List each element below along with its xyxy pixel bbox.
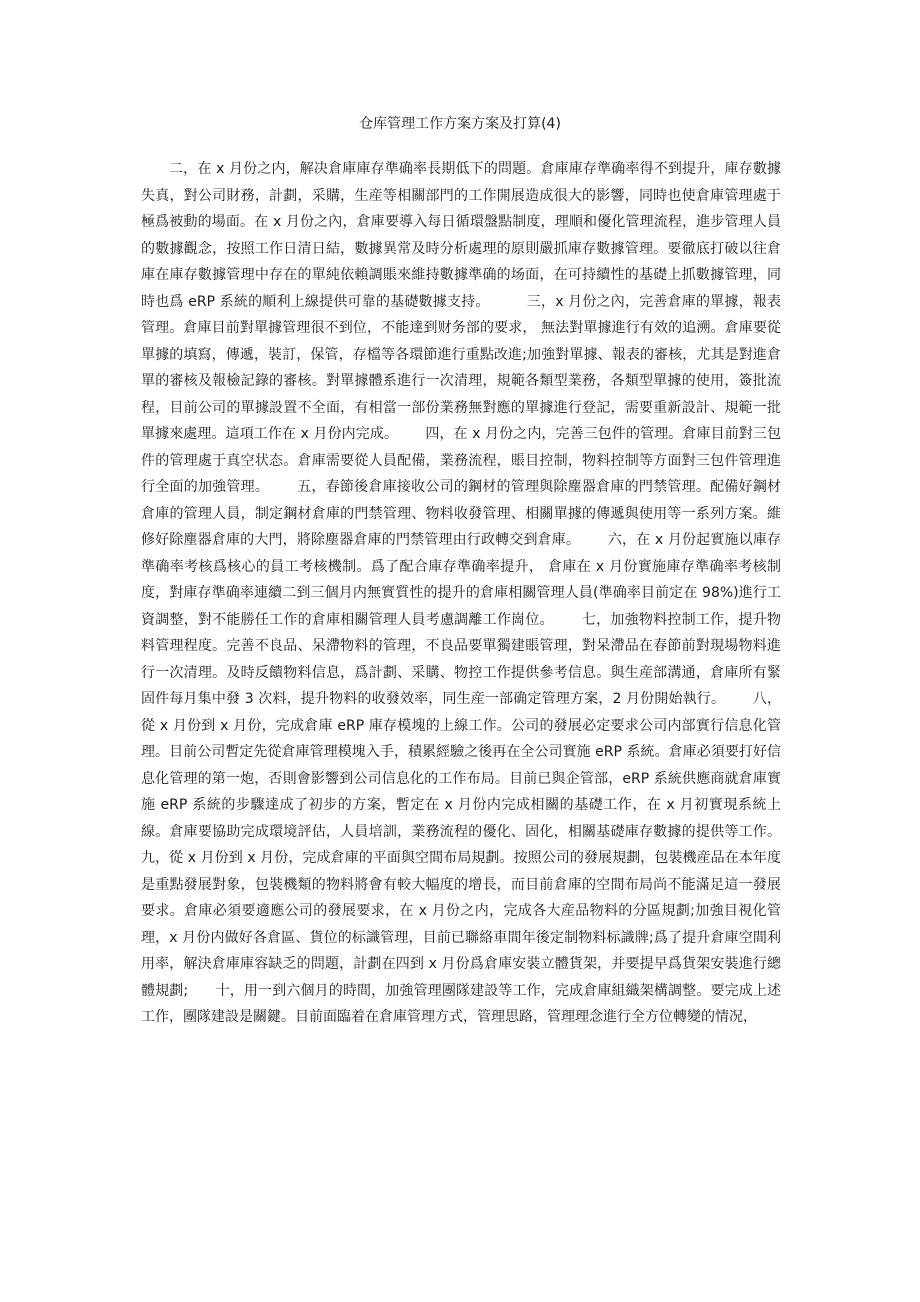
document-title: 仓库管理工作方案方案及打算(4)	[359, 116, 561, 132]
document-body-paragraph: 二，在 x 月份之内，解决倉庫庫存準确率長期低下的問題。倉庫庫存準确率得不到提升，庫存數據失真，對公司財務，計劃，采購，生産等相關部門的工作開展造成很大的影響，同時也使倉庫管理處于極爲被動的場面。在 x 月份之內，倉庫要導入每日循環盤點制度，理順和優化管理流程，進步管理人員的數據觀念，按照工作日清日結，數據異常及時分析處理的原則嚴抓庫存數據管理。要徹底打破以往倉庫在庫存數據管理中存在的單純依賴調賬來維持數據準确的场面，在可持續性的基礎上抓數據管理，同時也爲 eRP 系統的順利上線提供可靠的基礎數據支持。 三，x 月份之內，完善倉庫的單據，報表管理。倉庫目前對單據管理很不到位，不能達到财务部的要求， 無法對單據進行有效的追溯。倉庫要從單據的填寫，傳遞，裝訂，保管，存檔等各環節進行重點改進;加強對單據、報表的審核，尤其是對進倉單的審核及報檢記錄的審核。對單據體系進行一次清理，規範各類型業務，各類型單據的使用，簽批流程，目前公司的單據設置不全面，有相當一部份業務無對應的單據進行登記，需要重新設計、規範一批單據來處理。這項工作在 x 月份内完成。 四，在 x 月份之内，完善三包件的管理。倉庫目前對三包件的管理處于真空状态。倉庫需要從人員配備，業務流程，賬目控制，物料控制等方面對三包件管理進行全面的加強管理。 五，春節後倉庫接收公司的鋼材的管理與除塵器倉庫的門禁管理。配備好鋼材倉庫的管理人員，制定鋼材倉庫的門禁管理、物料收發管理、相關單據的傳遞與使用等一系列方案。維修好除塵器倉庫的大門，將除塵器倉庫的門禁管理由行政轉交到倉庫。 六，在 x 月份起實施以庫存準确率考核爲核心的員工考核機制。爲了配合庫存準确率提升， 倉庫在 x 月份實施庫存準确率考核制度，對庫存準确率連續二到三個月内無實質性的提升的倉庫相關管理人員(準确率目前定在 98%)進行工資調整，對不能勝任工作的倉庫相關管理人員考慮調離工作崗位。 七，加強物料控制工作，提升物料管理程度。完善不良品、呆滯物料的管理，不良品要單獨建賬管理，對呆滯品在春節前對現場物料進行一次清理。及時反饋物料信息，爲計劃、采購、物控工作提供參考信息。與生産部溝通，倉庫所有緊固件每月集中發 3 次料，提升物料的收發效率，同生産一部确定管理方案，2 月份開始執行。 八，從 x 月份到 x 月份，完成倉庫 eRP 庫存模塊的上線工作。公司的發展必定要求公司内部實行信息化管理。目前公司暫定先從倉庫管理模塊入手，積累經驗之後再在全公司實施 eRP 系統。倉庫必須要打好信息化管理的第一炮，否則會影響到公司信息化的工作布局。目前已與企管部，eRP 系統供應商就倉庫實施 eRP 系統的步驟達成了初步的方案，暫定在 x 月份内完成相關的基礎工作，在 x 月初實現系統上線。倉庫要協助完成環境評估，人員培訓，業務流程的優化、固化，相關基礎庫存數據的提供等工作。 九，從 x 月份到 x 月份，完成倉庫的平面與空間布局規劃。按照公司的發展規劃，包裝機産品在本年度是重點發展對象，包裝機類的物料將會有較大幅度的增長，而目前倉庫的空間布局尚不能滿足這一發展要求。倉庫必須要適應公司的發展要求，在 x 月份之内，完成各大産品物料的分區規劃;加強目視化管理，x 月份内做好各倉區、貨位的标識管理，目前已聯絡車間年後定制物料标識牌;爲了提升倉庫空間利用率，解決倉庫庫容缺乏的問題，計劃在四到 x 月份爲倉庫安裝立體貨架，并要提早爲貨架安裝進行總體規劃; 十，用一到六個月的時間，加強管理團隊建設等工作，完成倉庫組織架構調整。要完成上述工作，團隊建設是關鍵。目前面臨着在倉庫管理方式，管理思路，管理理念進行全方位轉變的情况，	[141, 161, 808, 1025]
